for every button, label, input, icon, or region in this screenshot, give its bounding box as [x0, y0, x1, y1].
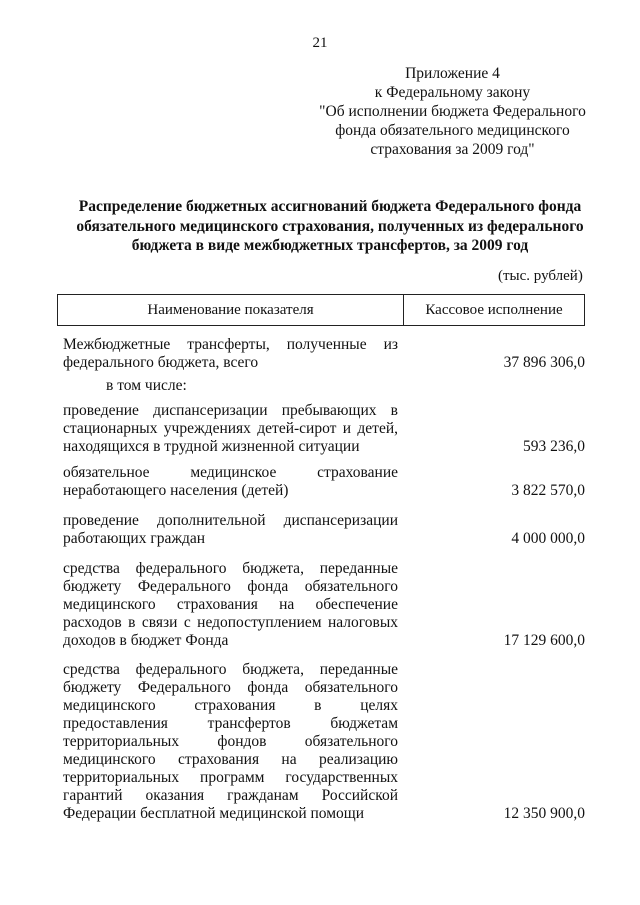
row-name: Межбюджетные трансферты, полученные из федерального бюджета, всего [63, 336, 398, 371]
row-value: 593 236,0 [523, 438, 585, 455]
row-value: 37 896 306,0 [503, 354, 585, 371]
table-row [63, 560, 585, 650]
appendix-line: страхования за 2009 год" [370, 141, 535, 158]
units-label: (тыс. рублей) [498, 268, 583, 284]
row-name: средства федерального бюджета, переданные бюджету Федерального фонда обязательного медицинского страхования в целях предоставления трансфертов бюджетам территориальных фондов обязательного медицинского страхования на реализацию территориальных программ государственных гарантий оказания гражданам Российской Федерации бесплатной медицинской помощи [63, 661, 398, 822]
table-row [63, 402, 585, 456]
document-title: Распределение бюджетных ассигнований бюджета Федерального фонда обязательного медицинского страхования, полученных из федерального бюджета в виде межбюджетных трансфертов, за 2009 год [76, 198, 584, 254]
row-name: средства федерального бюджета, переданные бюджету Федерального фонда обязательного медицинского страхования на обеспечение расходов в связи с недопоступлением налоговых доходов в бюджет Фонда [63, 560, 398, 649]
row-value: 12 350 900,0 [503, 805, 585, 822]
column-header-name: Наименование показателя [58, 295, 404, 325]
row-name: проведение дополнительной диспансеризации работающих граждан [63, 512, 398, 547]
appendix-line: "Об исполнении бюджета Федерального [319, 103, 586, 120]
row-value: 17 129 600,0 [503, 632, 585, 649]
row-name: обязательное медицинское страхование неработающего населения (детей) [63, 464, 398, 499]
appendix-line: фонда обязательного медицинского [335, 122, 570, 139]
subheading: в том числе: [106, 377, 187, 394]
row-value: 4 000 000,0 [511, 530, 585, 547]
appendix-line: к Федеральному закону [374, 84, 531, 101]
row-value: 3 822 570,0 [511, 482, 585, 499]
column-header-value: Кассовое исполнение [425, 301, 563, 318]
page-number: 21 [312, 35, 328, 51]
table-header [57, 294, 585, 326]
table-row-total [63, 336, 585, 372]
table-row [63, 464, 585, 500]
appendix-header [300, 64, 605, 159]
row-name: проведение диспансеризации пребывающих в стационарных учреждениях детей-сирот и детей, находящихся в трудной жизненной ситуации [63, 402, 398, 455]
table-row [63, 512, 585, 548]
table-row [63, 661, 585, 823]
appendix-line: Приложение 4 [405, 65, 500, 82]
